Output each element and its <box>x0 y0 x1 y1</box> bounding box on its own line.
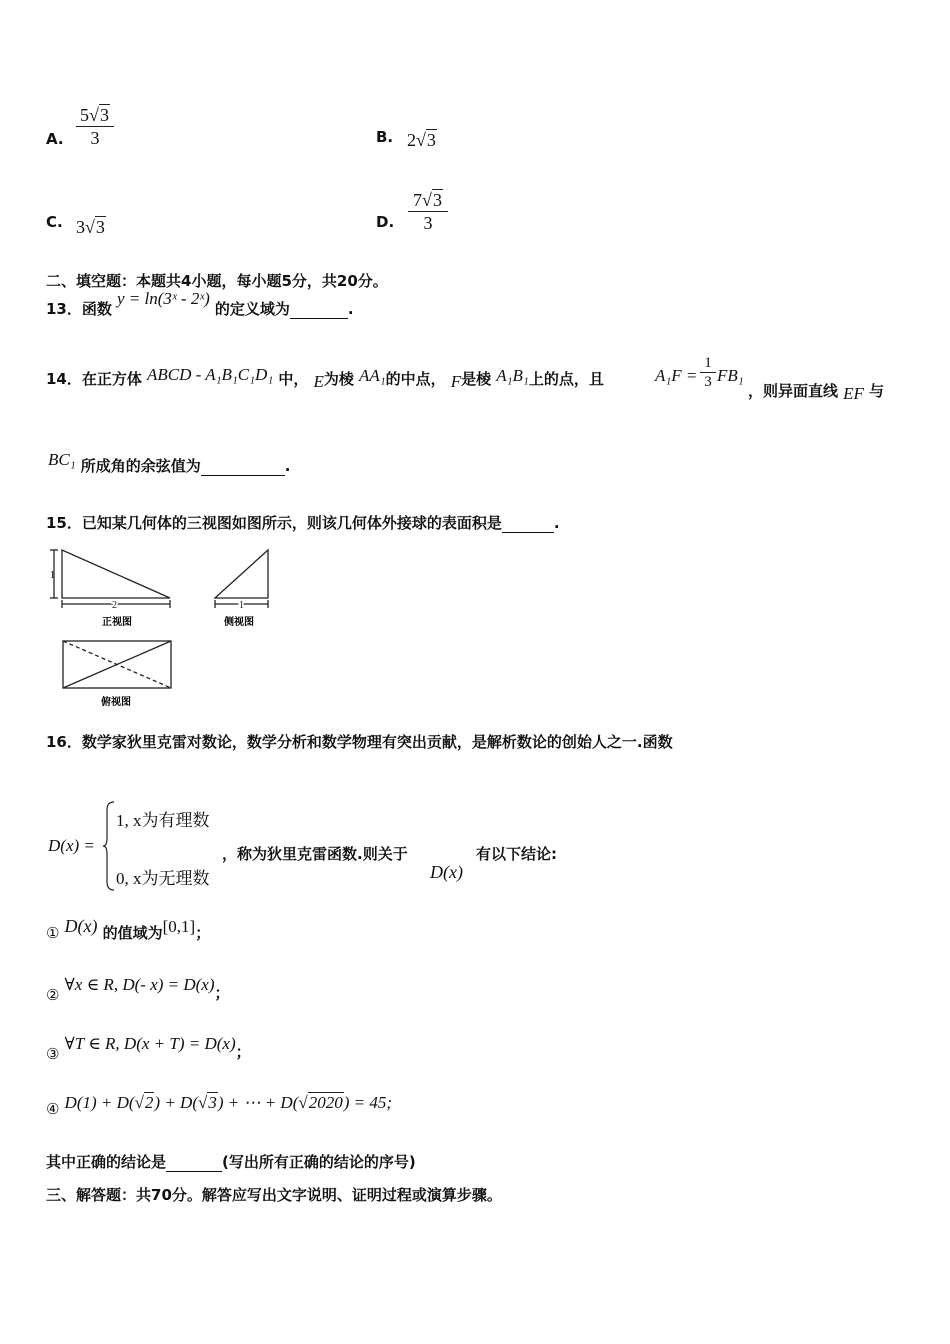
option-d-value: $\frac{7√3}{3}$ <box>408 189 448 234</box>
q13-blank[interactable] <box>290 318 348 319</box>
q13-number: 13．函数 <box>46 300 112 318</box>
q15: 15．已知某几何体的三视图如图所示，则该几何体外接球的表面积是 . <box>46 514 560 532</box>
q16-ask: 其中正确的结论是 (写出所有正确的结论的序号) <box>46 1153 416 1171</box>
option-c-value: 3√3 <box>76 217 105 237</box>
q16-dx: D(x) <box>430 862 463 882</box>
statement-1: ① D(x) 的值域为[0,1]； <box>46 916 211 942</box>
dim-front: 2 <box>112 600 117 611</box>
q16-def-end: 有以下结论: <box>476 845 557 863</box>
q16-case1: 1, x为有理数 <box>116 811 210 830</box>
option-a-value: $\frac{5√3}{3}$ <box>76 104 114 149</box>
q14-relation-left: A₁F = <box>655 366 698 385</box>
side-view-label: 侧视图 <box>224 617 254 628</box>
q16-def-left: D(x) = <box>48 836 95 855</box>
dim-side: 1 <box>239 600 244 611</box>
q14-blank[interactable] <box>201 475 285 476</box>
q16-intro: 16．数学家狄里克雷对数论，数学分析和数学物理有突出贡献，是解析数论的创始人之一.函数 <box>46 733 673 751</box>
three-view-figure <box>40 542 290 710</box>
option-b-value: 2√3 <box>407 130 436 150</box>
front-view-label: 正视图 <box>102 617 132 628</box>
statement-4: ④ D(1) + D(√2) + D(√3) + ⋯ + D(√2020) = 45; <box>46 1093 393 1118</box>
dim-height: 1 <box>50 570 55 581</box>
q14-line1: 14．在正方体 ABCD - A₁B₁C₁D₁ 中， E为棱 AA₁的中点， F是棱 A₁B₁上的点，且 <box>46 365 604 391</box>
statement-2: ② ∀x ∈ R, D(- x) = D(x)； <box>46 975 230 1004</box>
top-view <box>63 641 171 688</box>
q14-cube: ABCD - A₁B₁C₁D₁ <box>146 365 274 384</box>
q14-line2: BC₁ 所成角的余弦值为 . <box>48 450 291 475</box>
q14-line1-tail: ，则异面直线 EF 与 <box>748 382 884 403</box>
option-d-label: D. <box>376 213 395 231</box>
q14-relation-fraction: $\frac{1}{3}$ <box>700 354 716 391</box>
left-brace <box>102 800 116 892</box>
option-a-label: A. <box>46 130 64 148</box>
section2-title: 二、填空题：本题共4小题，每小题5分，共20分。 <box>46 272 388 290</box>
top-view-label: 俯视图 <box>101 697 131 708</box>
q13: 13．函数 y = ln(3ˣ - 2ˣ) 的定义域为 . <box>46 289 354 318</box>
q16-def-tail: ，称为狄里克雷函数.则关于 <box>222 845 408 863</box>
q15-blank[interactable] <box>502 532 554 533</box>
q13-expression: y = ln(3ˣ - 2ˣ) <box>116 289 210 308</box>
statement-3: ③ ∀T ∈ R, D(x + T) = D(x)； <box>46 1034 251 1063</box>
section3-title: 三、解答题：共70分。解答应写出文字说明、证明过程或演算步骤。 <box>46 1186 502 1204</box>
q13-tail: 的定义域为 <box>214 300 290 318</box>
q16-case2: 0, x为无理数 <box>116 869 210 888</box>
front-view <box>50 550 170 608</box>
q14-relation-right: FB₁ <box>717 366 744 385</box>
q16-blank[interactable] <box>166 1171 222 1172</box>
option-c-label: C. <box>46 213 63 231</box>
option-b-label: B. <box>376 128 394 146</box>
